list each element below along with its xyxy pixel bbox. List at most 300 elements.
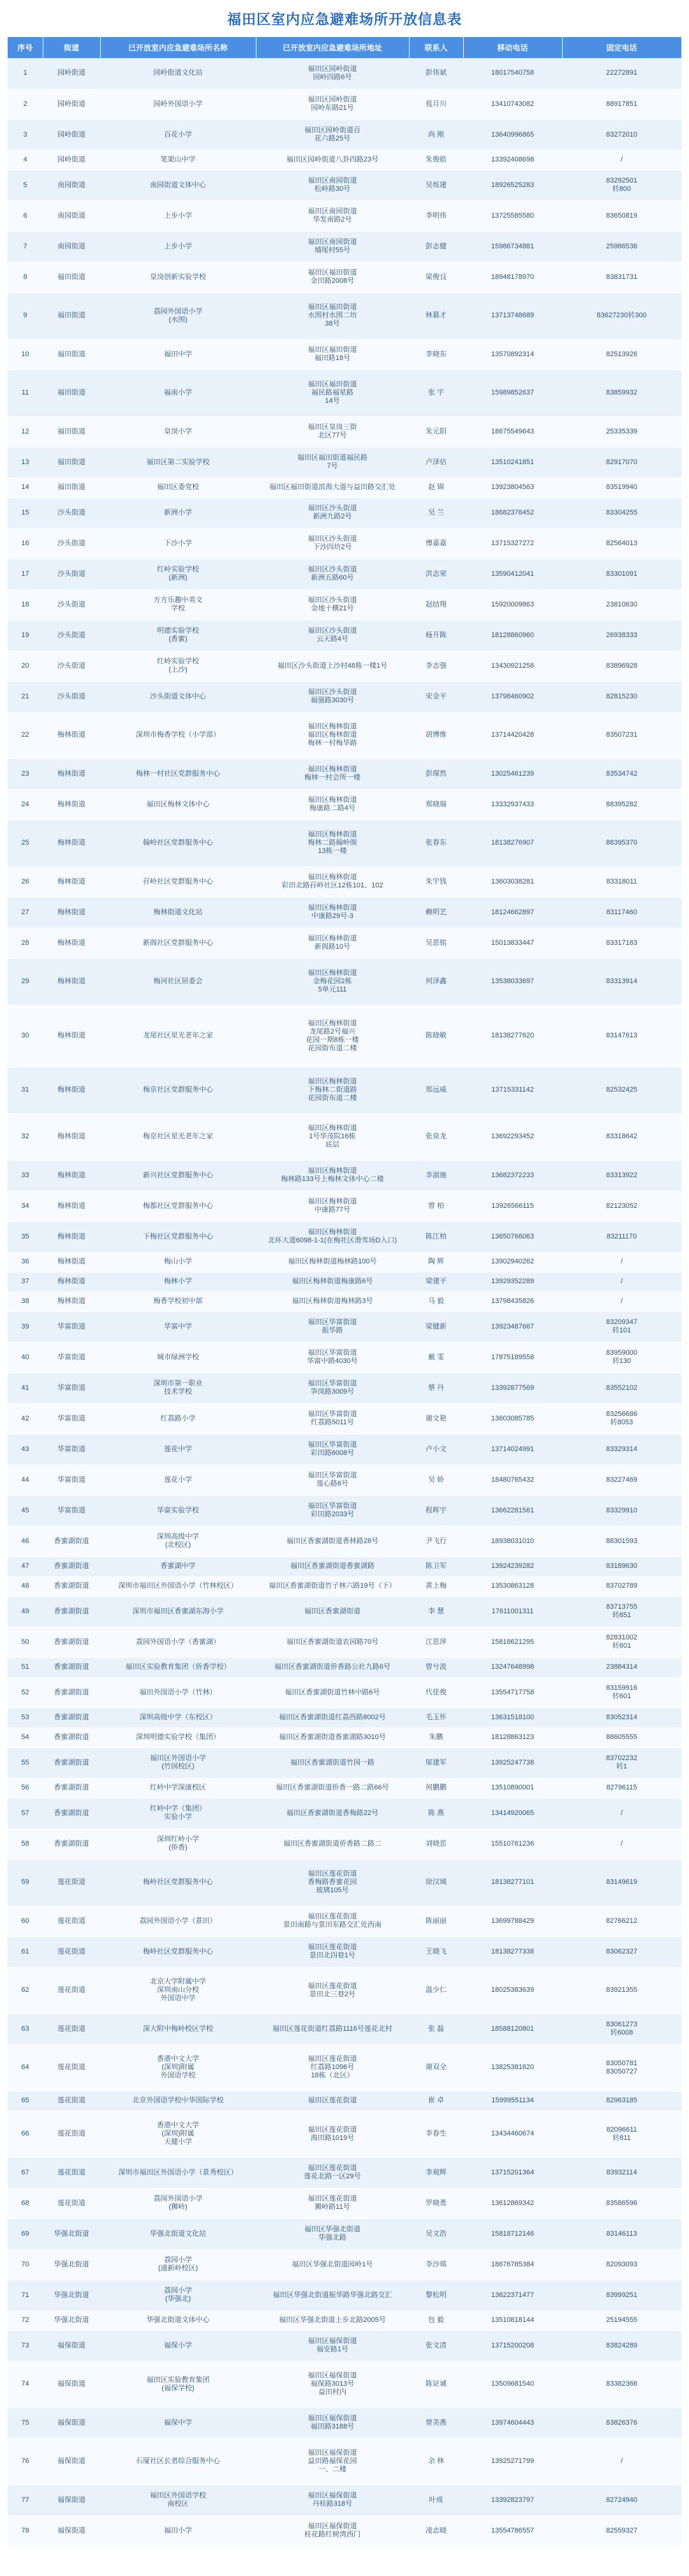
cell-index: 73: [8, 2330, 43, 2361]
cell-landline: 83552102: [562, 1373, 681, 1403]
cell-street: 福田街道: [43, 292, 100, 339]
cell-landline: 88301593: [562, 1526, 681, 1556]
cell-name: 新兴社区党群服务中心: [100, 1160, 256, 1191]
cell-contact: 黎松明: [409, 2280, 463, 2310]
cell-name: 梅河社区居委会: [100, 958, 256, 1005]
cell-address: 福田区莲花街道 香梅路香蜜花园 玻璃105号: [256, 1859, 409, 1906]
cell-name: 华强北街道文化站: [100, 2218, 256, 2249]
cell-mobile: 15986734881: [463, 231, 562, 262]
cell-index: 47: [8, 1556, 43, 1576]
table-row: [8, 2249, 681, 2280]
cell-address: 福田区莲花街道红荔路1116号莲花北村: [256, 2014, 409, 2044]
cell-name: 香港中文大学 (深圳)附属 天健小学: [100, 2111, 256, 2157]
cell-contact: 谢文艳: [409, 1403, 463, 1434]
cell-contact: 张 宇: [409, 370, 463, 416]
shelter-table: [8, 37, 682, 2547]
cell-address: 福田区福保街道 福保路3013号 益田村内: [256, 2361, 409, 2407]
cell-street: 华强北街道: [43, 2249, 100, 2280]
col-header-mobile: 移动电话: [463, 37, 562, 58]
cell-index: 46: [8, 1526, 43, 1556]
cell-index: 58: [8, 1828, 43, 1859]
cell-name: 深圳市梅香学校（小学部）: [100, 712, 256, 758]
cell-landline: 83050781 83050727: [562, 2044, 681, 2091]
table-row: [8, 2111, 681, 2157]
cell-mobile: 13510818144: [463, 2310, 562, 2330]
table-row: [8, 651, 681, 681]
table-row: [8, 2280, 681, 2310]
cell-address: 福田区福保街道 益田路福保花园 一、二楼: [256, 2438, 409, 2485]
table-row: [8, 1434, 681, 1465]
cell-landline: 82513926: [562, 339, 681, 370]
cell-address: 福田区香蜜湖街道竹子林六路19号（下）: [256, 1576, 409, 1596]
cell-index: 5: [8, 170, 43, 200]
cell-mobile: 18124662897: [463, 897, 562, 928]
cell-landline: 82724940: [562, 2485, 681, 2515]
cell-index: 16: [8, 528, 43, 559]
cell-address: 福田区梅林街道 梅林二路翰岭阁 13栋一楼: [256, 820, 409, 866]
cell-street: 沙头街道: [43, 528, 100, 559]
cell-contact: 梁俊良: [409, 262, 463, 292]
cell-mobile: 13622371477: [463, 2280, 562, 2310]
cell-address: 福田区南园街道 松岭路30号: [256, 170, 409, 200]
cell-name: 明德实验学校 (香蜜): [100, 620, 256, 651]
cell-street: 华富街道: [43, 1465, 100, 1495]
cell-address: 福田区园岭街道 园岭四路6号: [256, 58, 409, 89]
cell-name: 城市绿洲学校: [100, 1342, 256, 1373]
cell-street: 梅林街道: [43, 1113, 100, 1160]
cell-contact: 曾兮波: [409, 1657, 463, 1677]
table-row: [8, 2361, 681, 2407]
cell-contact: 张春东: [409, 820, 463, 866]
cell-name: 梅山小学: [100, 1252, 256, 1272]
cell-name: 荔园外国语小学 (狮岭): [100, 2188, 256, 2218]
cell-name: 深大附中梅岭校区学校: [100, 2014, 256, 2044]
cell-index: 39: [8, 1311, 43, 1342]
cell-street: 福保街道: [43, 2407, 100, 2438]
cell-name: 下梅社区党群服务中心: [100, 1221, 256, 1252]
cell-address: 福田区沙头街道 新洲五路60号: [256, 559, 409, 589]
col-header-address: 已开放室内应急避难场所地址: [256, 37, 409, 58]
cell-index: 65: [8, 2091, 43, 2111]
cell-index: 3: [8, 119, 43, 150]
cell-contact: 尚 刚: [409, 119, 463, 150]
cell-mobile: 15989852637: [463, 370, 562, 416]
cell-landline: 83147613: [562, 1005, 681, 1067]
cell-street: 福田街道: [43, 478, 100, 497]
cell-street: 梅林街道: [43, 1252, 100, 1272]
table-row: [8, 1708, 681, 1728]
cell-landline: 83149619: [562, 1859, 681, 1906]
table-row: [8, 1778, 681, 1798]
cell-mobile: 13713748689: [463, 292, 562, 339]
cell-address: 福田区梅林街道 龙尾路2号福兴 花园一期8栋一楼 花园街布道二楼: [256, 1005, 409, 1067]
cell-index: 33: [8, 1160, 43, 1191]
cell-name: 华富中学: [100, 1311, 256, 1342]
cell-mobile: 13925247738: [463, 1747, 562, 1778]
cell-name: 荔园小学 (通新岭校区): [100, 2249, 256, 2280]
table-row: [8, 528, 681, 559]
cell-street: 华富街道: [43, 1311, 100, 1342]
cell-landline: 82766212: [562, 1906, 681, 1936]
cell-index: 59: [8, 1859, 43, 1906]
cell-name: 沙头街道文体中心: [100, 681, 256, 712]
cell-index: 1: [8, 58, 43, 89]
table-row: [8, 1403, 681, 1434]
cell-index: 54: [8, 1728, 43, 1747]
cell-landline: 83317183: [562, 928, 681, 958]
cell-index: 14: [8, 478, 43, 497]
cell-mobile: 13590412041: [463, 559, 562, 589]
cell-index: 35: [8, 1221, 43, 1252]
cell-contact: 吴思铭: [409, 928, 463, 958]
cell-name: 深圳红岭小学 (侨香): [100, 1828, 256, 1859]
cell-landline: 83824289: [562, 2330, 681, 2361]
cell-index: 51: [8, 1657, 43, 1677]
cell-landline: 83256686 转8053: [562, 1403, 681, 1434]
cell-index: 29: [8, 958, 43, 1005]
cell-name: 梅都社区党群服务中心: [100, 1191, 256, 1221]
cell-name: 福田区实验教育集团 (福保学校): [100, 2361, 256, 2407]
cell-index: 9: [8, 292, 43, 339]
cell-index: 70: [8, 2249, 43, 2280]
table-row: [8, 1556, 681, 1576]
cell-index: 63: [8, 2014, 43, 2044]
table-row: [8, 478, 681, 497]
cell-street: 莲花街道: [43, 2091, 100, 2111]
cell-address: 福田区园岭街道 园岭东路21号: [256, 89, 409, 119]
cell-contact: 林篡才: [409, 292, 463, 339]
table-row: [8, 1067, 681, 1113]
cell-street: 香蜜湖街道: [43, 1657, 100, 1677]
cell-name: 荔园外国语小学（香蜜湖）: [100, 1627, 256, 1657]
table-row: [8, 416, 681, 447]
cell-index: 60: [8, 1906, 43, 1936]
table-row: [8, 2014, 681, 2044]
cell-contact: 余 林: [409, 2438, 463, 2485]
cell-name: 孖岭社区党群服务中心: [100, 866, 256, 897]
cell-mobile: 13662281561: [463, 1495, 562, 1526]
cell-address: 福田区福田街道 金田路2008号: [256, 262, 409, 292]
table-row: [8, 958, 681, 1005]
cell-contact: 戴 雯: [409, 1342, 463, 1373]
cell-street: 华富街道: [43, 1403, 100, 1434]
table-row: [8, 2407, 681, 2438]
cell-landline: 83702232 转1: [562, 1747, 681, 1778]
cell-address: 福田区梅林街道 下梅林二街道路 花园街布道二楼: [256, 1067, 409, 1113]
cell-street: 香蜜湖街道: [43, 1526, 100, 1556]
cell-landline: 83304255: [562, 497, 681, 528]
cell-mobile: 13570892314: [463, 339, 562, 370]
cell-address: 福田区莲花街道 景田南路与景田东路交汇处西南: [256, 1906, 409, 1936]
cell-landline: 82532425: [562, 1067, 681, 1113]
cell-index: 75: [8, 2407, 43, 2438]
cell-street: 香蜜湖街道: [43, 1576, 100, 1596]
cell-mobile: 13650766063: [463, 1221, 562, 1252]
cell-mobile: 18938031010: [463, 1526, 562, 1556]
cell-contact: 李春生: [409, 2111, 463, 2157]
cell-index: 21: [8, 681, 43, 712]
cell-address: 福田区福保街道 福安路1号: [256, 2330, 409, 2361]
table-row: [8, 262, 681, 292]
cell-street: 梅林街道: [43, 1160, 100, 1191]
table-row: [8, 1373, 681, 1403]
table-row: [8, 1798, 681, 1828]
cell-mobile: 18676785384: [463, 2249, 562, 2280]
cell-landline: 83318011: [562, 866, 681, 897]
cell-contact: 叶成: [409, 2485, 463, 2515]
cell-mobile: 15013833447: [463, 928, 562, 958]
cell-index: 34: [8, 1191, 43, 1221]
cell-mobile: 13392877569: [463, 1373, 562, 1403]
cell-address: 福田区华富街道 彩田路2033号: [256, 1495, 409, 1526]
table-body: [8, 58, 681, 2546]
cell-contact: 李观辉: [409, 2157, 463, 2188]
cell-index: 42: [8, 1403, 43, 1434]
cell-index: 41: [8, 1373, 43, 1403]
cell-mobile: 13974604443: [463, 2407, 562, 2438]
table-row: [8, 897, 681, 928]
table-row: [8, 292, 681, 339]
cell-address: 福田区梅林街道 梅康路二路4号: [256, 789, 409, 820]
table-row: [8, 559, 681, 589]
cell-address: 福田区香蜜湖街道香蜜湖路: [256, 1556, 409, 1576]
cell-street: 园岭街道: [43, 89, 100, 119]
cell-name: 华富实验学校: [100, 1495, 256, 1526]
cell-contact: 朱俊皓: [409, 150, 463, 170]
cell-street: 沙头街道: [43, 589, 100, 620]
col-header-contact: 联系人: [409, 37, 463, 58]
cell-contact: 傅嘉嘉: [409, 528, 463, 559]
cell-contact: 朱宇钱: [409, 866, 463, 897]
cell-contact: 苞月川: [409, 89, 463, 119]
cell-mobile: 13682372233: [463, 1160, 562, 1191]
cell-contact: 朱元阳: [409, 416, 463, 447]
table-row: [8, 89, 681, 119]
cell-contact: 宋金平: [409, 681, 463, 712]
cell-landline: /: [562, 1252, 681, 1272]
cell-street: 梅林街道: [43, 1191, 100, 1221]
cell-mobile: 13538033697: [463, 958, 562, 1005]
cell-street: 莲花街道: [43, 2014, 100, 2044]
cell-mobile: 13715331142: [463, 1067, 562, 1113]
cell-mobile: 13603038281: [463, 866, 562, 897]
cell-landline: 25986536: [562, 231, 681, 262]
cell-landline: 82963185: [562, 2091, 681, 2111]
cell-index: 55: [8, 1747, 43, 1778]
cell-name: 新阁社区党群服务中心: [100, 928, 256, 958]
cell-address: 福田区福田街道福民路 7号: [256, 447, 409, 478]
cell-address: 福田区华富街道 红荔路5011号: [256, 1403, 409, 1434]
cell-street: 沙头街道: [43, 497, 100, 528]
cell-landline: 83189630: [562, 1556, 681, 1576]
cell-address: 福田区华富街道 彩田路6008号: [256, 1434, 409, 1465]
cell-name: 福田区梅林文体中心: [100, 789, 256, 820]
table-row: [8, 1342, 681, 1373]
cell-mobile: 13332937433: [463, 789, 562, 820]
cell-mobile: 18926525283: [463, 170, 562, 200]
cell-address: 福田区梅林街道 1号华茂院16栋 底层: [256, 1113, 409, 1160]
cell-address: 福田区华富街道 笋岗路3009号: [256, 1373, 409, 1403]
cell-landline: 83896928: [562, 651, 681, 681]
cell-name: 福田区委党校: [100, 478, 256, 497]
cell-street: 华富街道: [43, 1373, 100, 1403]
cell-street: 园岭街道: [43, 119, 100, 150]
cell-street: 莲花街道: [43, 2157, 100, 2188]
cell-landline: 83859932: [562, 370, 681, 416]
cell-landline: 82096611 转811: [562, 2111, 681, 2157]
cell-contact: 彭伟斌: [409, 58, 463, 89]
cell-contact: 吴 兰: [409, 497, 463, 528]
cell-mobile: 13929352289: [463, 1272, 562, 1292]
cell-contact: 梁健新: [409, 1311, 463, 1342]
cell-index: 57: [8, 1798, 43, 1828]
cell-address: 福田区华强北街道园岭1号: [256, 2249, 409, 2280]
cell-mobile: 13410743082: [463, 89, 562, 119]
cell-index: 66: [8, 2111, 43, 2157]
cell-landline: 83519940: [562, 478, 681, 497]
table-row: [8, 712, 681, 758]
cell-name: 福田区外国语小学 (竹园校区): [100, 1747, 256, 1778]
table-row: [8, 447, 681, 478]
cell-mobile: 15999551134: [463, 2091, 562, 2111]
cell-address: 福田区香蜜湖街道侨香一路二路66号: [256, 1778, 409, 1798]
cell-street: 梅林街道: [43, 1221, 100, 1252]
cell-address: 福田区华强北街道振华路华强北路交汇: [256, 2280, 409, 2310]
cell-street: 梅林街道: [43, 758, 100, 789]
cell-mobile: 18025383639: [463, 1967, 562, 2014]
cell-index: 25: [8, 820, 43, 866]
cell-index: 53: [8, 1708, 43, 1728]
cell-contact: 李晓东: [409, 339, 463, 370]
cell-mobile: 17611001311: [463, 1596, 562, 1627]
col-header-index: 序号: [8, 37, 43, 58]
cell-mobile: 13392823797: [463, 2485, 562, 2515]
table-row: [8, 820, 681, 866]
cell-address: 福田区沙头街道 新洲九路2号: [256, 497, 409, 528]
table-row: [8, 589, 681, 620]
cell-street: 梅林街道: [43, 1272, 100, 1292]
cell-mobile: 15920009863: [463, 589, 562, 620]
cell-landline: 82093093: [562, 2249, 681, 2280]
cell-index: 48: [8, 1576, 43, 1596]
table-row: [8, 150, 681, 170]
table-row: [8, 1657, 681, 1677]
cell-contact: 卢小文: [409, 1434, 463, 1465]
cell-landline: 83329910: [562, 1495, 681, 1526]
cell-mobile: 18017540758: [463, 58, 562, 89]
cell-landline: 82564013: [562, 528, 681, 559]
cell-contact: 邬建军: [409, 1747, 463, 1778]
cell-landline: 83211170: [562, 1221, 681, 1252]
cell-street: 福田街道: [43, 447, 100, 478]
cell-mobile: 18138277101: [463, 1859, 562, 1906]
cell-index: 17: [8, 559, 43, 589]
cell-landline: 83313922: [562, 1160, 681, 1191]
cell-contact: 杨开陈: [409, 620, 463, 651]
cell-name: 深圳高级中学（东校区）: [100, 1708, 256, 1728]
cell-address: 福田区华富街道 莲心路6号: [256, 1465, 409, 1495]
cell-street: 莲花街道: [43, 2044, 100, 2091]
header-row: [8, 37, 681, 58]
cell-contact: 赵结翔: [409, 589, 463, 620]
cell-name: 深圳市福田区香蜜湖东海小学: [100, 1596, 256, 1627]
cell-contact: 陈丽丽: [409, 1906, 463, 1936]
cell-name: 福田区第二实验学校: [100, 447, 256, 478]
cell-landline: 88917851: [562, 89, 681, 119]
cell-address: 福田区南园街道 华发南路2号: [256, 200, 409, 231]
cell-contact: 李明伟: [409, 200, 463, 231]
cell-contact: 陈 燕: [409, 1798, 463, 1828]
cell-index: 8: [8, 262, 43, 292]
cell-landline: 82796115: [562, 1778, 681, 1798]
cell-index: 31: [8, 1067, 43, 1113]
cell-street: 福田街道: [43, 262, 100, 292]
cell-index: 15: [8, 497, 43, 528]
cell-contact: 陶 辉: [409, 1252, 463, 1272]
table-row: [8, 2330, 681, 2361]
cell-mobile: 13715201364: [463, 2157, 562, 2188]
cell-contact: 代佳俊: [409, 1677, 463, 1708]
cell-contact: 李 慧: [409, 1596, 463, 1627]
cell-address: 福田区福田街道滨海大道与益田路交汇处: [256, 478, 409, 497]
cell-mobile: 18138277338: [463, 1936, 562, 1967]
cell-name: 福南小学: [100, 370, 256, 416]
cell-mobile: 13247648998: [463, 1657, 562, 1677]
cell-street: 福保街道: [43, 2485, 100, 2515]
cell-name: 上步小学: [100, 231, 256, 262]
table-row: [8, 1828, 681, 1859]
cell-mobile: 13530863128: [463, 1576, 562, 1596]
cell-landline: 83831731: [562, 262, 681, 292]
cell-index: 2: [8, 89, 43, 119]
cell-street: 香蜜湖街道: [43, 1778, 100, 1798]
cell-landline: 83627230转300: [562, 292, 681, 339]
col-header-name: 已开放室内应急避难场所名称: [100, 37, 256, 58]
cell-index: 45: [8, 1495, 43, 1526]
cell-address: 福田区梅林街道梅林路3号: [256, 1292, 409, 1311]
cell-index: 77: [8, 2485, 43, 2515]
cell-mobile: 18682378452: [463, 497, 562, 528]
cell-name: 深圳高级中学 (北校区): [100, 1526, 256, 1556]
cell-landline: 83507231: [562, 712, 681, 758]
cell-name: 梅林街道文化站: [100, 897, 256, 928]
cell-mobile: 13414920065: [463, 1798, 562, 1828]
cell-address: 福田区沙头街道 下沙四坊2号: [256, 528, 409, 559]
cell-street: 福田街道: [43, 370, 100, 416]
cell-mobile: 13925271799: [463, 2438, 562, 2485]
cell-index: 38: [8, 1292, 43, 1311]
cell-street: 梅林街道: [43, 712, 100, 758]
cell-street: 梅林街道: [43, 866, 100, 897]
cell-contact: 张泉龙: [409, 1113, 463, 1160]
cell-address: 福田区福田街道 水围村水围二坊 38号: [256, 292, 409, 339]
cell-contact: 彭志健: [409, 231, 463, 262]
cell-contact: 郑远威: [409, 1067, 463, 1113]
cell-address: 福田区香蜜湖街道侨香路二路二: [256, 1828, 409, 1859]
cell-name: 方方乐趣中英文 学校: [100, 589, 256, 620]
cell-mobile: 18588120801: [463, 2014, 562, 2044]
cell-street: 华富街道: [43, 1342, 100, 1373]
cell-address: 福田区梅林街道梅林路100号: [256, 1252, 409, 1272]
cell-name: 笔架山中学: [100, 150, 256, 170]
cell-index: 22: [8, 712, 43, 758]
cell-street: 香蜜湖街道: [43, 1556, 100, 1576]
cell-name: 梅林一村社区党群服务中心: [100, 758, 256, 789]
cell-landline: /: [562, 1292, 681, 1311]
cell-name: 福田外国语小学（竹林）: [100, 1677, 256, 1708]
cell-mobile: 13434460674: [463, 2111, 562, 2157]
cell-address: 福田区香蜜湖街道侨香路公社九路6号: [256, 1657, 409, 1677]
